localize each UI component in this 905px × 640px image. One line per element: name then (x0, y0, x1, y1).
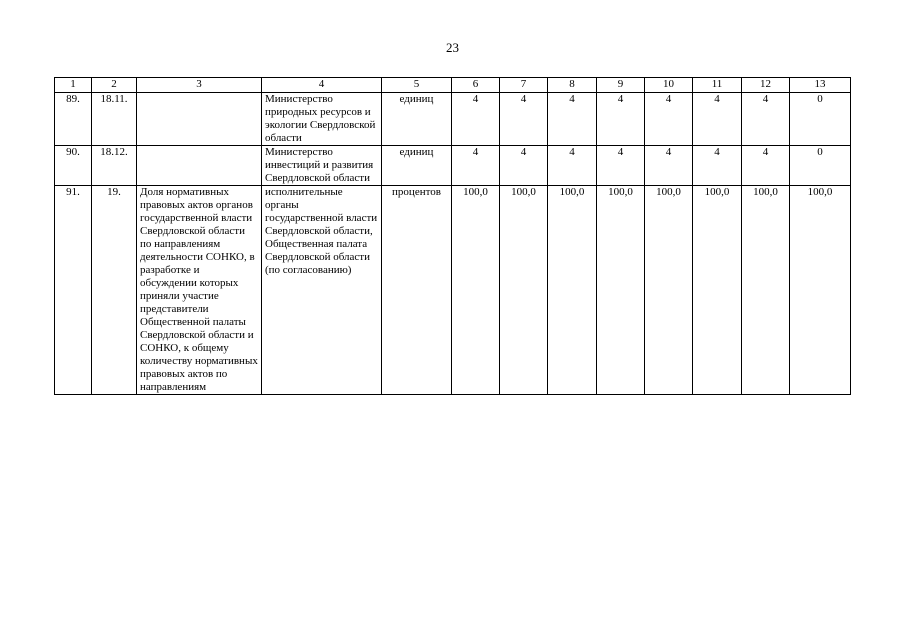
unit-cell: единиц (382, 93, 452, 146)
column-header: 12 (742, 78, 790, 93)
row-code-cell: 18.12. (92, 146, 137, 186)
row-code-cell: 18.11. (92, 93, 137, 146)
table-row (55, 186, 851, 395)
value-cell: 4 (548, 93, 597, 146)
row-number-cell: 91. (55, 186, 92, 395)
column-header: 13 (790, 78, 851, 93)
value-cell: 100,0 (693, 186, 742, 395)
header-row (55, 78, 851, 93)
table-row (55, 146, 851, 186)
row-code-cell: 19. (92, 186, 137, 395)
unit-cell: процентов (382, 186, 452, 395)
column-header: 11 (693, 78, 742, 93)
indicator-table (54, 77, 851, 395)
column-header: 6 (452, 78, 500, 93)
value-cell: 4 (452, 146, 500, 186)
value-cell: 0 (790, 146, 851, 186)
value-cell: 4 (742, 146, 790, 186)
value-cell: 4 (452, 93, 500, 146)
value-cell: 4 (597, 146, 645, 186)
column-header: 10 (645, 78, 693, 93)
column-header: 2 (92, 78, 137, 93)
value-cell: 4 (693, 146, 742, 186)
value-cell: 4 (645, 93, 693, 146)
value-cell: 4 (645, 146, 693, 186)
value-cell: 0 (790, 93, 851, 146)
column-header: 7 (500, 78, 548, 93)
value-cell: 100,0 (548, 186, 597, 395)
value-cell: 4 (548, 146, 597, 186)
value-cell: 100,0 (790, 186, 851, 395)
value-cell: 100,0 (452, 186, 500, 395)
value-cell: 100,0 (645, 186, 693, 395)
value-cell: 4 (742, 93, 790, 146)
value-cell: 100,0 (500, 186, 548, 395)
column-header: 1 (55, 78, 92, 93)
value-cell: 100,0 (742, 186, 790, 395)
column-header: 5 (382, 78, 452, 93)
column-header: 8 (548, 78, 597, 93)
row-number-cell: 90. (55, 146, 92, 186)
executor-cell: исполнительные органы государственной власти Свердловской области, Общественная палата Свердловской области (по согласованию) (262, 186, 382, 395)
indicator-cell (137, 93, 262, 146)
value-cell: 4 (500, 146, 548, 186)
column-header: 3 (137, 78, 262, 93)
indicator-cell (137, 146, 262, 186)
executor-cell: Министерство инвестиций и развития Свердловской области (262, 146, 382, 186)
value-cell: 4 (693, 93, 742, 146)
unit-cell: единиц (382, 146, 452, 186)
value-cell: 4 (597, 93, 645, 146)
row-number-cell: 89. (55, 93, 92, 146)
page-number: 23 (446, 40, 459, 55)
value-cell: 100,0 (597, 186, 645, 395)
column-header: 4 (262, 78, 382, 93)
value-cell: 4 (500, 93, 548, 146)
table-row (55, 93, 851, 146)
executor-cell: Министерство природных ресурсов и экологии Свердловской области (262, 93, 382, 146)
column-header: 9 (597, 78, 645, 93)
indicator-cell: Доля нормативных правовых актов органов государственной власти Свердловской области по направлениям деятельности СОНКО, в разработке и обсуждении которых приняли участие представители Общественной палаты Свердловской области и СОНКО, к общему количеству нормативных правовых актов по направлениям (137, 186, 262, 395)
